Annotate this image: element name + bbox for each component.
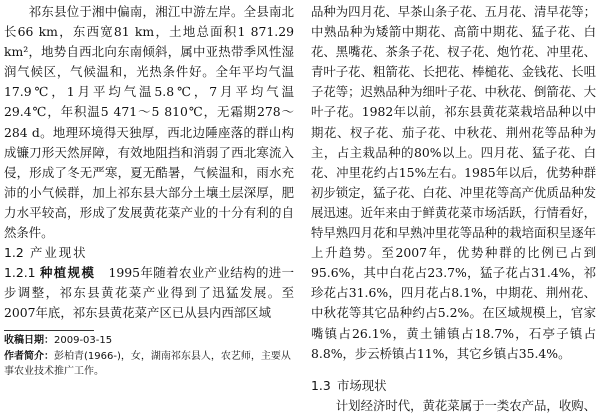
left-column: [4, 2, 294, 324]
section-number: 1.2: [4, 245, 24, 261]
section-title: 市场现状: [337, 378, 387, 393]
received-date-value: 2009-03-15: [54, 335, 113, 346]
section-number: 1.3: [311, 378, 331, 393]
section-title: 产业现状: [30, 245, 88, 261]
footnote: [4, 333, 296, 380]
received-date-label: 收稿日期：: [4, 335, 54, 346]
received-date-line: [4, 333, 296, 349]
author-bio-value: 彭柏青(1966-)，女，湖南祁东县人，农艺师，主要从事农业技术推广工作。: [4, 350, 291, 377]
right-paragraph-market: 计划经济时代，黄花菜属于一类农产品，收购、: [335, 398, 596, 413]
left-paragraph-natural-conditions: 祁东县位于湘中偏南，湘江中游左岸。全县南北长66 km，东西宽81 km，土地总面积1 871.29 km²，地势自西北向东南倾斜，属中亚热带季风性湿润气候区，气候温和，光热条件好。全年平均气温17.9℃，1月平均气温5.8℃，7月平均气温29.4℃，年积温5 471～5 810℃，无霜期278～284 d。地理环境得天独厚，西北边陲座落的群山构成镰刀形天然屏障，有效地阻挡和消弱了西北寒流入侵，形成了冬无严寒，夏无酷暑，气候温和，雨水充沛的小气候群，加上祁东县大部分土壤土层深厚，肥力水平较高，形成了发展黄花菜产业的十分有利的自然条件。: [4, 4, 294, 241]
section-heading-market-status: [311, 376, 387, 396]
planting-scale-text: 1995年随着农业产业结构的进一步调整，祁东县黄花菜产业得到了迅猛发展。至2007年底，祁东县黄花菜产区已从县内西部区域: [4, 265, 294, 321]
section-heading-industry-status: [4, 243, 294, 263]
right-paragraph-varieties: 品种为四月花、早茶山条子花、五月花、清早花等；中熟品种为矮箭中期花、高箭中期花、猛子花、白花、黑嘴花、茶条子花、杈子花、炮竹花、冲里花、青叶子花、粗箭花、长把花、棒槌花、金钱花、长咀子花等；迟熟品种为细叶子花、中秋花、倒箭花、大叶子花。1982年以前，祁东县黄花菜栽培品种以中期花、杈子花、茄子花、中秋花、荆州花等品种为主，占主栽品种的80%以上。四月花、猛子花、白花、冲里花约占15%左右。1985年以后，优势种群初步锁定，猛子花、白花、冲里花等高产优质品种发展迅速。近年来由于鲜黄花菜市场活跃，行情看好，特早熟四月花和早熟冲里花等品种的栽培面积呈逐年上升趋势。至2007年，优势种群的比例已占到95.6%，其中白花占23.7%，猛子花占31.4%，祁珍花占31.6%，四月花占8.1%，中期花、荆州花、中秋花等其它品种约占5.2%。在区域规模上，官家嘴镇占26.1%，黄土铺镇占18.7%，石亭子镇占8.8%，步云桥镇占11%，其它乡镇占35.4%。: [311, 4, 596, 361]
subsection-title: 种植规模: [39, 265, 96, 281]
author-bio-line: [4, 349, 296, 380]
subsection-number: 1.2.1: [4, 265, 36, 281]
left-paragraph-planting-scale: [4, 263, 294, 323]
right-column: [311, 2, 596, 364]
author-bio-label: 作者简介：: [4, 350, 54, 362]
footnote-divider: [4, 330, 94, 331]
